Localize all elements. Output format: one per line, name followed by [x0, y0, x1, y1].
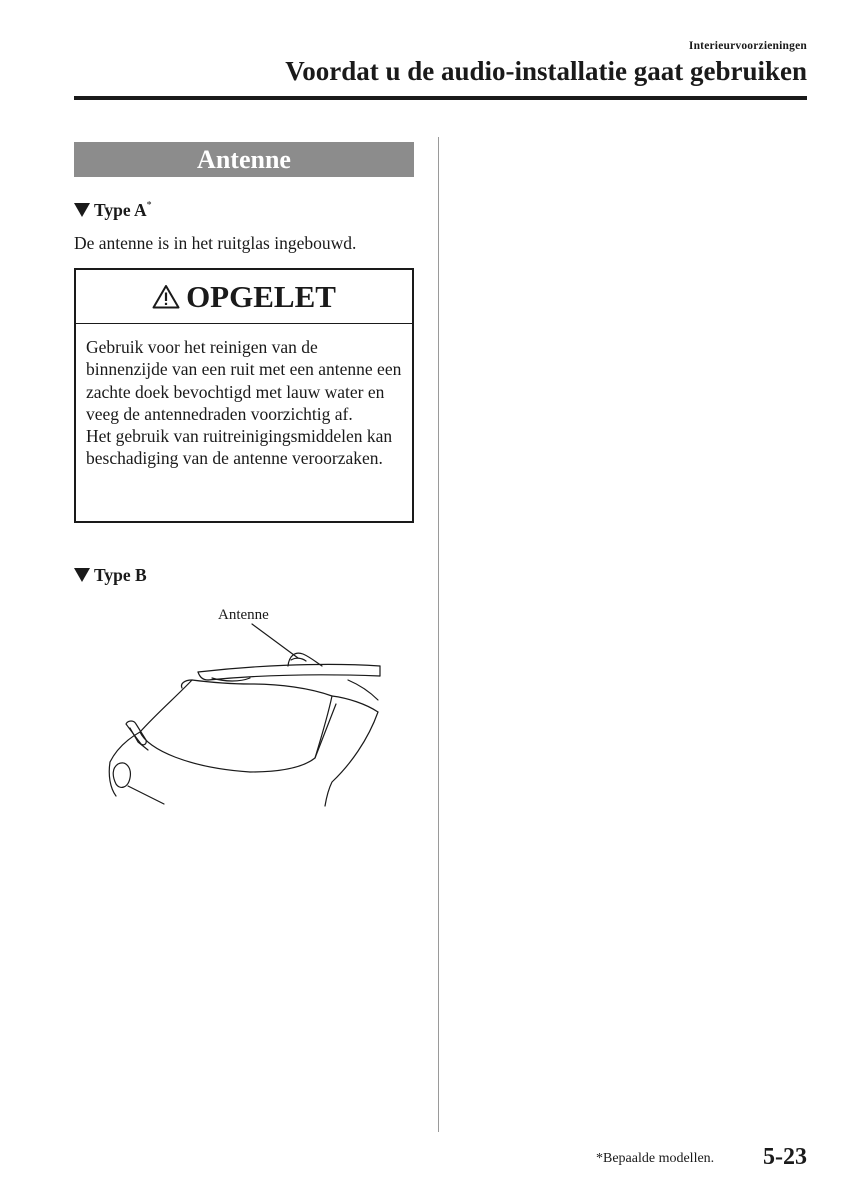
caution-title: OPGELET	[186, 279, 336, 314]
header-section-label: Interieurvoorzieningen	[688, 40, 807, 52]
caution-paragraph: Gebruik voor het reinigen van de binnenzijde van een ruit met een antenne een zachte doek bevochtigd met lauw water en veeg de antennedraden voorzichtig af.	[86, 337, 402, 424]
section-banner: Antenne	[74, 142, 414, 177]
caution-paragraph: Het gebruik van ruitreinigingsmiddelen kan beschadiging van de antenne veroorzaken.	[86, 426, 393, 469]
header-rule	[74, 96, 807, 100]
callout-leader-line	[252, 624, 298, 658]
caution-box	[74, 268, 414, 523]
triangle-down-icon	[74, 568, 90, 582]
column-divider	[438, 137, 439, 1132]
tail-light	[113, 763, 130, 787]
rear-window	[140, 680, 332, 772]
caution-text	[76, 324, 412, 470]
caution-header	[76, 270, 412, 324]
type-b-label: Type B	[94, 565, 147, 585]
footnote: *Bepaalde modellen.	[596, 1151, 715, 1166]
footnote-marker: *	[146, 200, 152, 211]
type-a-heading	[74, 200, 152, 221]
antenna-callout-label: Antenne	[218, 607, 269, 623]
rear-car-antenna-illustration	[100, 600, 390, 810]
type-b-heading	[74, 565, 147, 586]
type-a-description: De antenne is in het ruitglas ingebouwd.	[74, 233, 357, 253]
page-title: Voordat u de audio-installatie gaat gebruiken	[285, 56, 807, 86]
type-a-label: Type A	[94, 200, 147, 220]
triangle-down-icon	[74, 203, 90, 217]
warning-triangle-icon	[152, 284, 180, 309]
rear-wiper-icon	[126, 721, 146, 745]
page-number: 5-23	[763, 1144, 807, 1170]
